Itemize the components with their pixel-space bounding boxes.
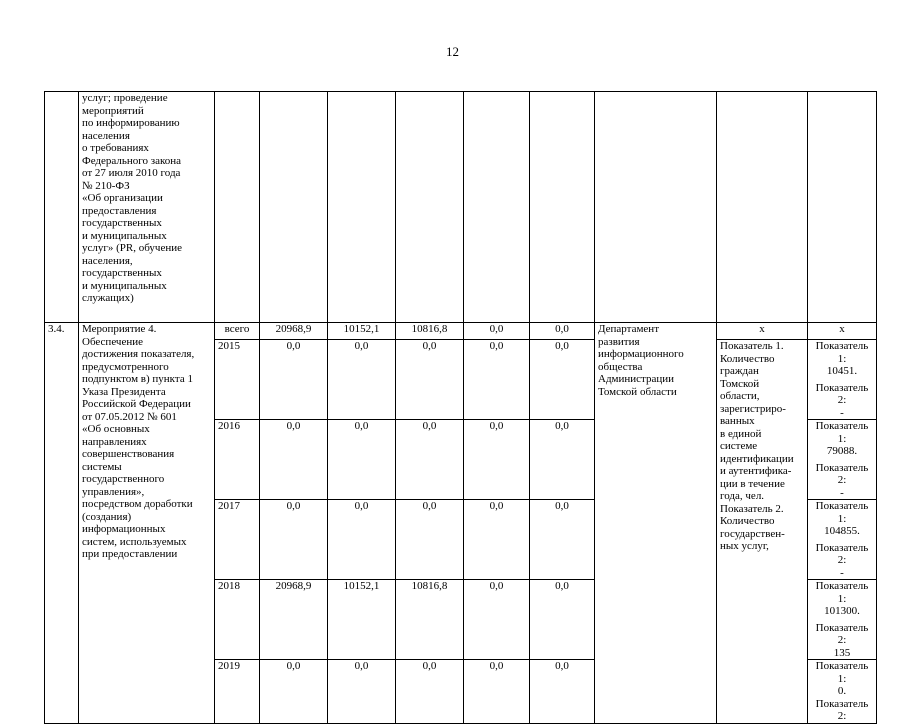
value-cell: 0,0 (530, 323, 595, 340)
value-cell: 0,0 (328, 340, 396, 420)
indicator-label: Показатель 1: (815, 580, 869, 605)
value-cell: 0,0 (530, 660, 595, 724)
value-cell: 0,0 (530, 420, 595, 500)
cont-number-cell (45, 92, 79, 323)
period-cell: 2017 (215, 500, 260, 580)
value-cell: 0,0 (260, 420, 328, 500)
indicator-label: Показатель 1: (815, 340, 869, 365)
indicator-label: Показатель 2: (815, 541, 869, 566)
indicator-label: Показатель 1: (815, 500, 869, 525)
indicator-value: 101300. (824, 605, 860, 617)
value-cell: 0,0 (530, 580, 595, 660)
value-cell: 0,0 (328, 660, 396, 724)
indicator-value: 0. (837, 685, 847, 697)
period-cell: 2016 (215, 420, 260, 500)
indicator-values (808, 500, 877, 580)
executor-cell: Департамент развития информационного общества Администрации Томской области (595, 323, 717, 724)
indicator-label: Показатель 2: (815, 621, 869, 646)
indicator-values (808, 340, 877, 420)
value-cell: 10816,8 (396, 323, 464, 340)
value-cell: 10152,1 (328, 580, 396, 660)
program-table (44, 91, 877, 724)
continuation-row (45, 92, 877, 323)
value-cell: 20968,9 (260, 580, 328, 660)
value-cell: 0,0 (260, 340, 328, 420)
value-cell: 0,0 (464, 500, 530, 580)
period-cell: всего (215, 323, 260, 340)
indicator-value-head: x (808, 323, 877, 340)
indicator-values (808, 580, 877, 660)
indicator-value: 104855. (824, 525, 860, 537)
value-cell: 0,0 (464, 420, 530, 500)
indicator-label: Показатель 2: (815, 461, 869, 486)
continuation-text: услуг; проведение мероприятий по информированию населения о требованиях Федерального закона от 27 июля 2010 года № 210-ФЗ «Об организации предоставления государственных и муниципальных услуг» (PR, обучение населения, государственных и муниципальных служащих) (79, 92, 215, 323)
value-cell: 0,0 (328, 420, 396, 500)
value-cell: 0,0 (530, 340, 595, 420)
indicator-head: x (717, 323, 808, 340)
value-cell: 10152,1 (328, 323, 396, 340)
value-cell: 0,0 (464, 323, 530, 340)
indicator-description: Показатель 1. Количество граждан Томской области, зарегистриро- ванных в единой системе идентификации и аутентифика- ции в течение года, чел. Показатель 2. Количество государствен- ных услуг, (717, 340, 808, 724)
value-cell: 0,0 (396, 500, 464, 580)
value-cell: 0,0 (464, 580, 530, 660)
indicator-value: - (840, 406, 844, 419)
page-number: 12 (446, 44, 459, 59)
indicator-value: 10451. (826, 365, 858, 377)
indicator-label: Показатель 1: (815, 420, 869, 445)
value-cell: 0,0 (464, 340, 530, 420)
value-cell: 0,0 (530, 500, 595, 580)
value-cell: 10816,8 (396, 580, 464, 660)
indicator-label: Показатель 2: (815, 697, 869, 722)
value-cell: 20968,9 (260, 323, 328, 340)
value-cell: 0,0 (464, 660, 530, 724)
value-cell: 0,0 (396, 660, 464, 724)
indicator-label: Показатель 2: (815, 381, 869, 406)
indicator-values (808, 660, 877, 724)
indicator-values (808, 420, 877, 500)
indicator-value: - (840, 486, 844, 499)
indicator-label: Показатель 1: (815, 660, 869, 685)
measure-total-row (45, 323, 877, 340)
measure-number: 3.4. (45, 323, 79, 724)
value-cell: 0,0 (260, 500, 328, 580)
value-cell: 0,0 (396, 340, 464, 420)
indicator-value: 79088. (826, 445, 858, 457)
period-cell: 2015 (215, 340, 260, 420)
measure-name: Мероприятие 4. Обеспечение достижения показателя, предусмотренного подпунктом в) пункта 1 Указа Президента Российской Федерации от 07.05.2012 № 601 «Об основных направлениях совершенствования системы государственного управления», посредством доработки (создания) информационных систем, используемых при предоставлении (79, 323, 215, 724)
value-cell: 0,0 (328, 500, 396, 580)
period-cell: 2019 (215, 660, 260, 724)
indicator-value: 135 (833, 646, 851, 659)
indicator-value: - (840, 566, 844, 579)
value-cell: 0,0 (260, 660, 328, 724)
value-cell: 0,0 (396, 420, 464, 500)
period-cell: 2018 (215, 580, 260, 660)
